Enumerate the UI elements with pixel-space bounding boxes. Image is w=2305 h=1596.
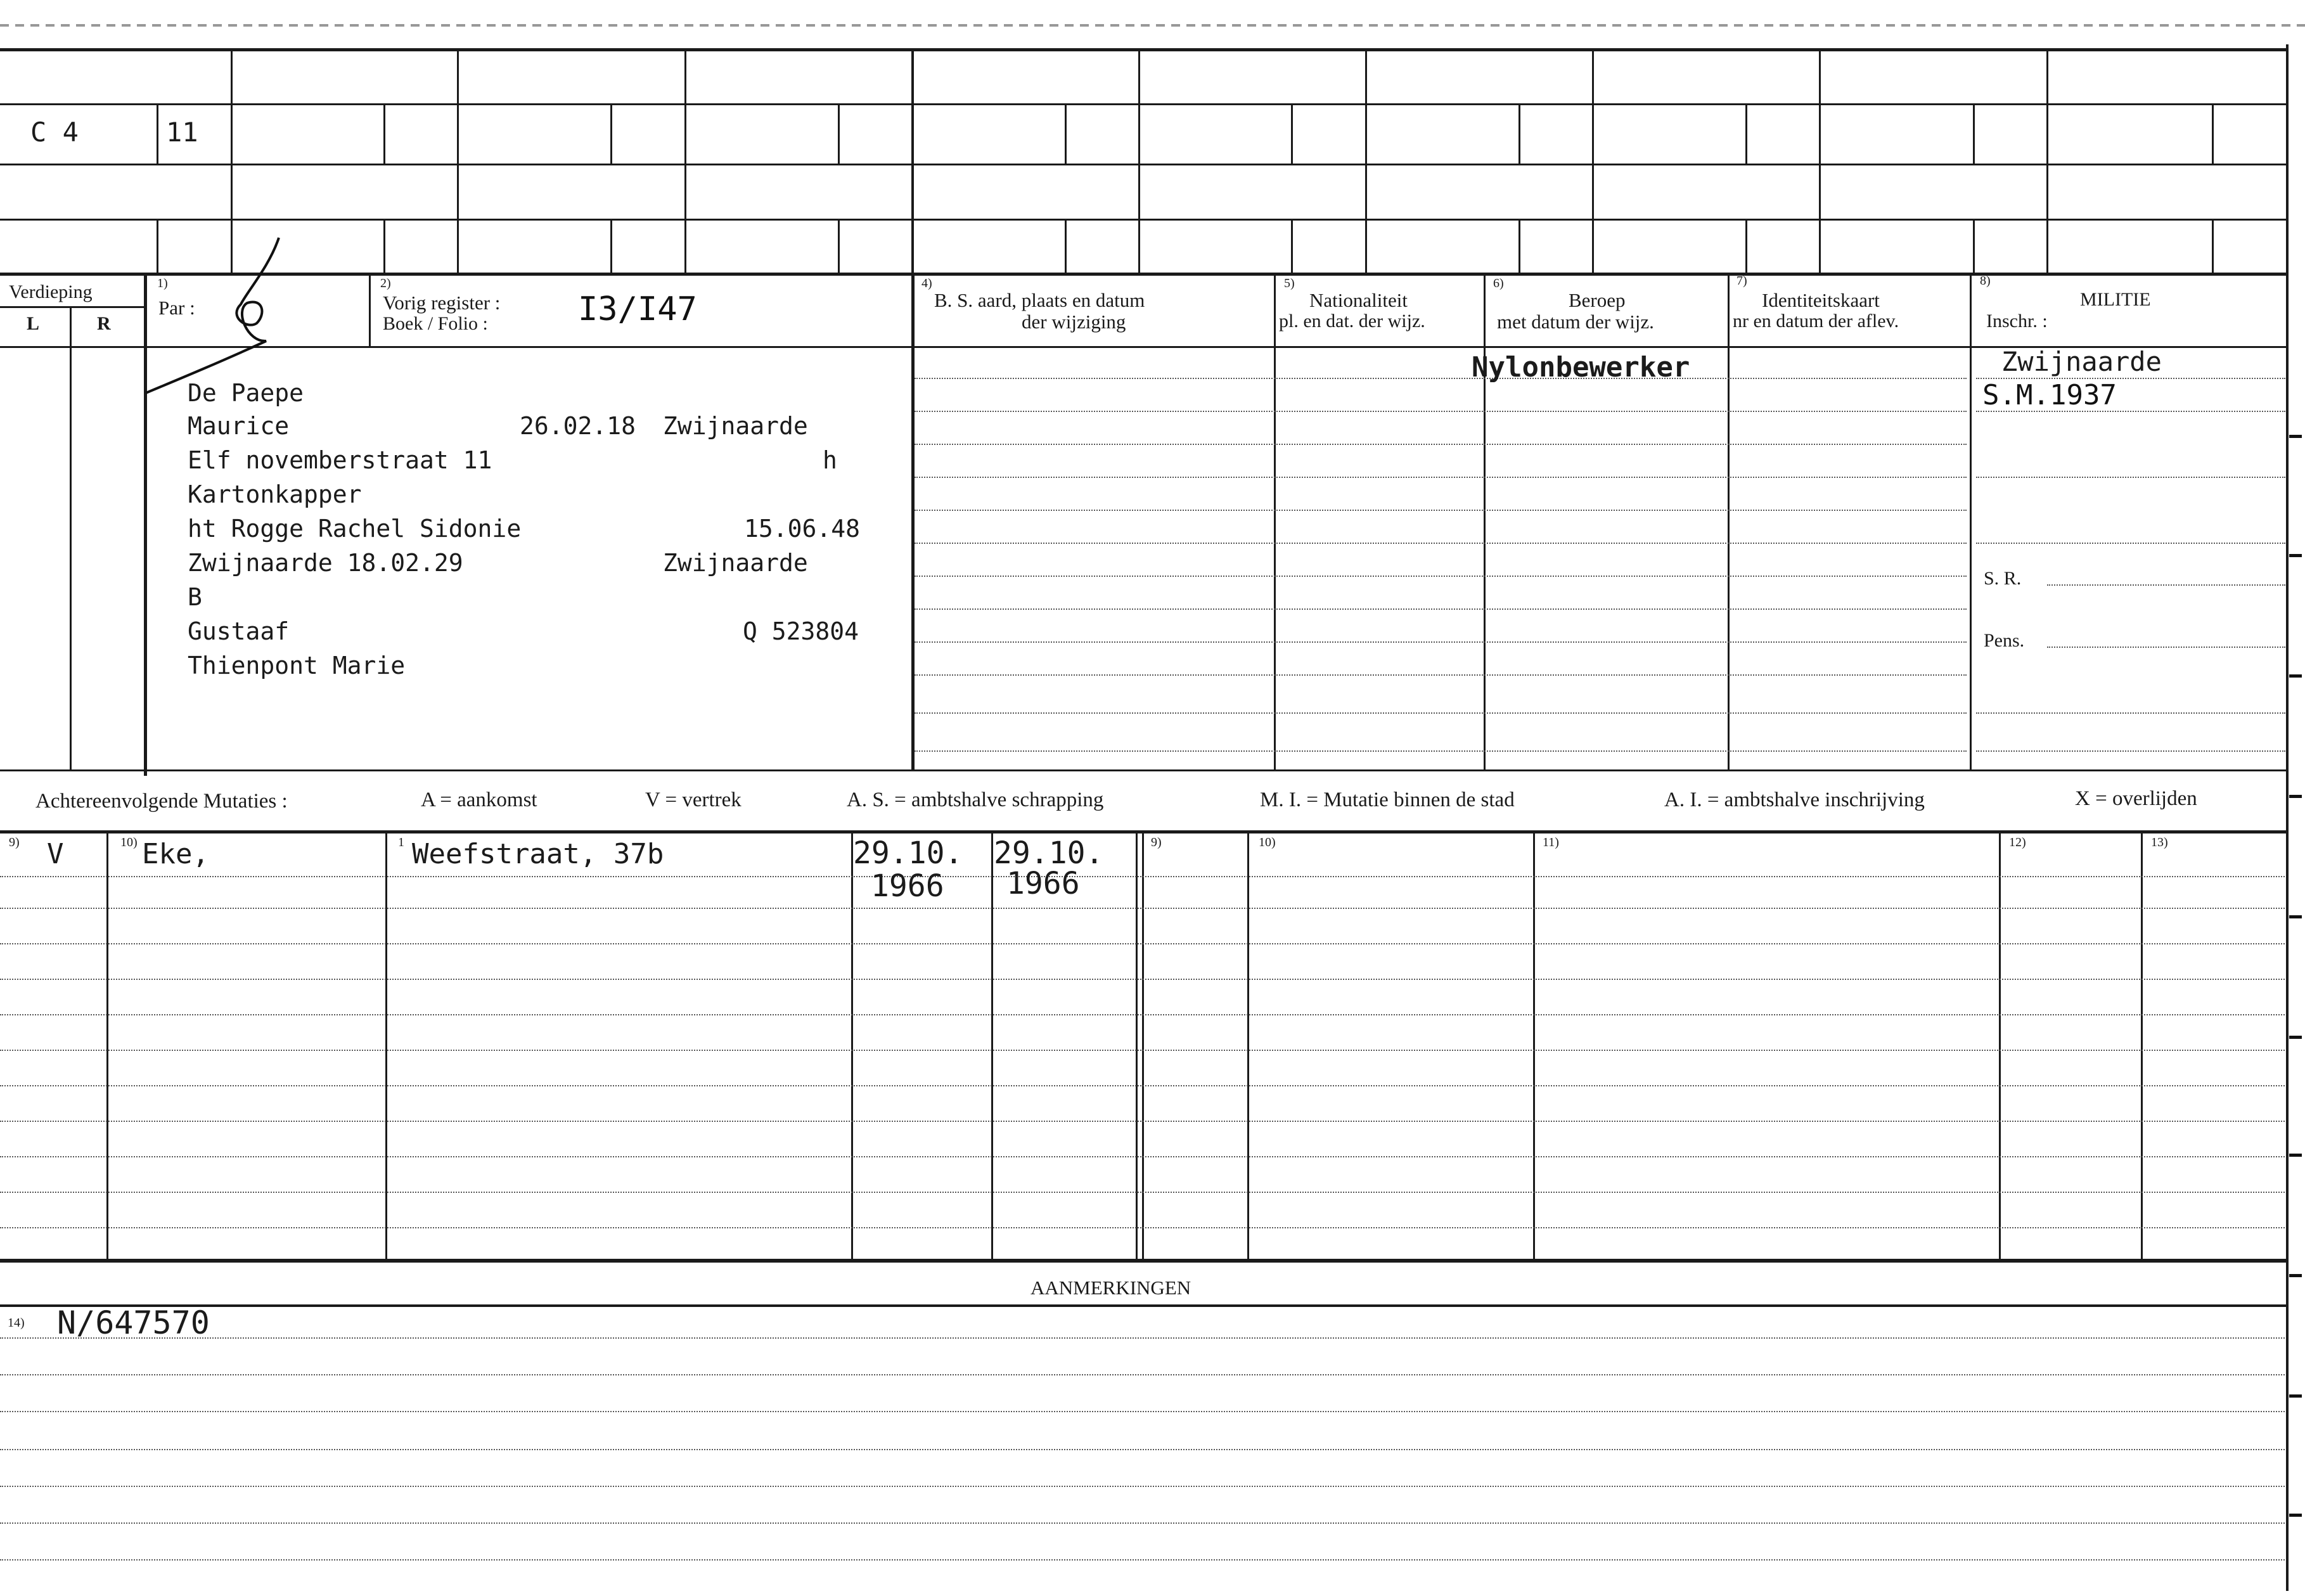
field-number-4: 4) <box>921 276 932 290</box>
militie-sm: S.M.1937 <box>1982 379 2117 411</box>
militie-line <box>1976 750 2285 752</box>
boek-folio-label: Boek / Folio : <box>383 313 488 334</box>
scan-edge-noise <box>0 24 2305 27</box>
remarks-line <box>0 1449 2285 1450</box>
mutation-type: V <box>47 838 64 870</box>
remarks-line <box>0 1559 2285 1561</box>
mutations-row-line <box>0 876 2285 877</box>
header-vline <box>1274 274 1276 771</box>
militie-line <box>2047 584 2285 586</box>
beroep-header-line2: met datum der wijz. <box>1497 311 1654 333</box>
mutations-row-line <box>0 1085 2285 1086</box>
militie-pens-label: Pens. <box>1984 630 2025 651</box>
mutation-date2-year: 1966 <box>1006 866 1080 901</box>
edge-marker <box>2289 795 2302 798</box>
top-grid-vline <box>457 49 459 274</box>
verdieping-label: Verdieping <box>9 281 93 302</box>
top-grid-line <box>0 219 2288 221</box>
person-surname: De Paepe <box>188 379 304 407</box>
top-grid-subline <box>383 220 385 274</box>
remarks-line <box>0 1337 2285 1339</box>
field-number-13: 13) <box>2151 835 2168 849</box>
militie-line <box>1976 543 2285 544</box>
mutations-row-line <box>0 1014 2285 1015</box>
field-number-2: 2) <box>380 276 391 290</box>
person-id-code: Q 523804 <box>743 617 859 645</box>
person-code-b: B <box>188 583 202 611</box>
header-vline <box>1970 274 1972 771</box>
field-number-10b: 10) <box>1259 835 1276 849</box>
header-vline <box>369 274 371 347</box>
top-grid-vline <box>911 49 914 274</box>
identiteitskaart-header-line2: nr en datum der aflev. <box>1733 311 1899 331</box>
mutations-bottom-line <box>0 1259 2288 1263</box>
top-grid-line <box>0 164 2288 165</box>
edge-marker <box>2289 915 2302 918</box>
top-grid-vline <box>1365 49 1367 274</box>
mutations-vline <box>1136 832 1138 1260</box>
mutations-vline <box>385 832 387 1260</box>
legend-mutatie-stad: M. I. = Mutatie binnen de stad <box>1260 788 1515 811</box>
verdieping-hline <box>0 306 145 308</box>
ruled-line <box>915 641 1967 643</box>
field-number-6: 6) <box>1493 276 1504 290</box>
top-grid-cell-11: 11 <box>166 117 198 148</box>
ruled-line <box>915 510 1967 511</box>
field-number-9: 9) <box>9 835 20 849</box>
field-number-8: 8) <box>1980 274 1991 288</box>
top-grid-subline <box>1518 220 1520 274</box>
field-number-7: 7) <box>1737 274 1747 288</box>
par-label: Par : <box>158 297 195 319</box>
top-grid-vline <box>1138 49 1140 274</box>
header-vline <box>1728 274 1730 771</box>
top-grid-subline <box>610 105 612 165</box>
person-father: Gustaaf <box>188 617 290 645</box>
beroep-header-line1: Beroep <box>1569 289 1626 311</box>
header-vline <box>911 274 915 771</box>
field-number-10: 10) <box>120 835 138 849</box>
remarks-title: AANMERKINGEN <box>1031 1277 1191 1299</box>
person-firstname: Maurice <box>188 412 290 440</box>
mutations-row-line <box>0 943 2285 944</box>
militie-sr-label: S. R. <box>1984 568 2022 589</box>
legend-aankomst: A = aankomst <box>421 788 537 811</box>
top-grid-subline <box>1065 220 1067 274</box>
legend-title: Achtereenvolgende Mutaties : <box>35 790 288 813</box>
top-grid-subline <box>1973 220 1975 274</box>
legend-schrapping: A. S. = ambtshalve schrapping <box>847 788 1104 811</box>
body-bottom-line <box>0 769 2288 771</box>
mutations-row-line <box>0 1192 2285 1193</box>
vorig-register-label: Vorig register : <box>383 292 501 314</box>
person-mother: Thienpont Marie <box>188 652 406 679</box>
person-street: Elf novemberstraat 11 <box>188 446 492 474</box>
edge-marker <box>2289 1274 2302 1277</box>
top-grid-subline <box>610 220 612 274</box>
field-number-12: 12) <box>2009 835 2026 849</box>
legend-inschrijving: A. I. = ambtshalve inschrijving <box>1664 788 1925 811</box>
top-grid-line <box>0 103 2288 105</box>
mutations-vline <box>1247 832 1249 1260</box>
person-birthplace: Zwijnaarde <box>663 412 808 440</box>
top-grid-subline <box>684 49 686 274</box>
remarks-line <box>0 1486 2285 1487</box>
card-right-edge <box>2286 44 2289 1591</box>
par-checkmark <box>146 235 285 399</box>
ruled-line <box>915 378 1967 379</box>
header-vline <box>1484 274 1486 771</box>
register-folio-value: I3/I47 <box>578 290 697 328</box>
field-number-5: 5) <box>1284 276 1295 290</box>
person-spouse-birthplace: Zwijnaarde <box>663 549 808 577</box>
legend-vertrek: V = vertrek <box>645 788 742 811</box>
top-grid-subline <box>838 105 840 165</box>
top-grid-vline <box>1819 49 1821 274</box>
top-grid-subline <box>2212 105 2214 165</box>
top-grid-subline <box>383 105 385 165</box>
edge-marker <box>2289 554 2302 557</box>
mutations-vline <box>1533 832 1535 1260</box>
field-number-14: 14) <box>8 1316 25 1330</box>
bs-header-line2: der wijziging <box>1022 311 1126 333</box>
remarks-header-line <box>0 1304 2288 1307</box>
ruled-line <box>915 411 1967 412</box>
mutations-row-line <box>0 1227 2285 1228</box>
top-grid-subline <box>157 105 158 165</box>
militie-line <box>1976 477 2285 478</box>
verdieping-l: L <box>27 313 40 334</box>
top-grid-subline <box>1065 105 1067 165</box>
field-number-11b: 11) <box>1543 835 1559 849</box>
mutations-vline <box>106 832 108 1260</box>
mutations-vline <box>1999 832 2001 1260</box>
ruled-line <box>915 674 1967 676</box>
top-grid-subline <box>2212 220 2214 274</box>
person-street-code: h <box>823 446 837 474</box>
ruled-line <box>915 750 1967 752</box>
militie-header: MILITIE <box>2080 289 2151 310</box>
remarks-line <box>0 1374 2285 1375</box>
mutations-row-line <box>0 1121 2285 1122</box>
verdieping-r: R <box>97 313 111 334</box>
ruled-line <box>915 712 1967 714</box>
mutation-date1-year: 1966 <box>871 868 944 904</box>
militie-place: Zwijnaarde <box>2001 346 2162 377</box>
remarks-line <box>0 1522 2285 1524</box>
top-grid-subline <box>1745 220 1747 274</box>
mutations-vline <box>851 832 853 1260</box>
edge-marker <box>2289 1154 2302 1157</box>
beroep-value: Nylonbewerker <box>1472 351 1690 383</box>
ruled-line <box>915 477 1967 478</box>
legend-overlijden: X = overlijden <box>2075 787 2197 810</box>
ruled-line <box>915 608 1967 610</box>
person-spouse-birth: Zwijnaarde 18.02.29 <box>188 549 463 577</box>
top-grid-subline <box>1745 105 1747 165</box>
top-grid-subline <box>1973 105 1975 165</box>
verdieping-vline <box>70 306 72 771</box>
mutations-vline <box>1142 832 1144 1260</box>
ruled-line <box>915 444 1967 445</box>
person-birthdate: 26.02.18 <box>520 412 636 440</box>
person-spouse: ht Rogge Rachel Sidonie <box>188 515 522 543</box>
top-grid-subline <box>838 220 840 274</box>
ruled-line <box>915 543 1967 544</box>
inschr-label: Inschr. : <box>1986 311 2048 331</box>
top-grid-subline <box>1291 220 1293 274</box>
mutation-date1-day: 29.10. <box>853 835 963 871</box>
person-marriage-date: 15.06.48 <box>744 515 861 543</box>
mutations-row-line <box>0 979 2285 980</box>
top-grid-subline <box>1291 105 1293 165</box>
field-number-1: 1) <box>157 276 168 290</box>
edge-marker <box>2289 435 2302 438</box>
edge-marker <box>2289 1514 2302 1517</box>
mutations-row-line <box>0 1156 2285 1157</box>
bs-header-line1: B. S. aard, plaats en datum <box>934 289 1145 311</box>
mutation-date2-day: 29.10. <box>994 835 1104 871</box>
top-grid-vline <box>2046 49 2048 274</box>
edge-marker <box>2289 1394 2302 1398</box>
mutations-row-line <box>0 1050 2285 1051</box>
person-occupation: Kartonkapper <box>188 480 362 508</box>
field-number-11: 1 <box>398 835 404 849</box>
militie-line <box>1976 712 2285 714</box>
top-grid-line <box>0 48 2288 51</box>
mutation-place: Eke, <box>142 838 209 870</box>
ruled-line <box>915 576 1967 577</box>
edge-marker <box>2289 1036 2302 1039</box>
top-grid-cell-c4: C 4 <box>30 117 79 148</box>
militie-line <box>2047 647 2285 648</box>
mutation-street: Weefstraat, 37b <box>412 838 664 870</box>
mutations-vline <box>2141 832 2143 1260</box>
field-number-9b: 9) <box>1151 835 1162 849</box>
remarks-value: N/647570 <box>57 1304 210 1341</box>
top-grid-subline <box>1518 105 1520 165</box>
edge-marker <box>2289 674 2302 678</box>
top-grid-vline <box>1592 49 1594 274</box>
top-grid-line <box>0 273 2288 276</box>
mutations-top-line <box>0 830 2288 833</box>
nationaliteit-header-line2: pl. en dat. der wijz. <box>1279 311 1425 331</box>
nationaliteit-header-line1: Nationaliteit <box>1309 289 1408 311</box>
remarks-line <box>0 1411 2285 1412</box>
mutations-row-line <box>0 908 2285 909</box>
header-bottom-line <box>0 346 2288 348</box>
identiteitskaart-header-line1: Identiteitskaart <box>1762 289 1880 311</box>
mutations-vline <box>991 832 993 1260</box>
